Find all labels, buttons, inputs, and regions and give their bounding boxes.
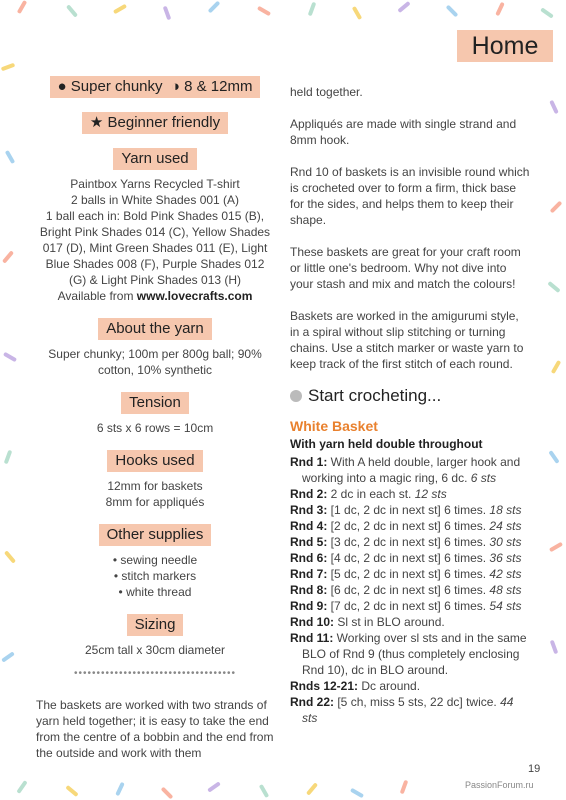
section-line: • white thread xyxy=(118,585,192,599)
round-label: Rnd 10: xyxy=(290,615,335,629)
section-line: 12mm for baskets xyxy=(107,479,203,493)
section-title: Sizing xyxy=(127,614,184,636)
star-icon: ★ xyxy=(89,114,104,131)
section-title: Tension xyxy=(121,392,189,414)
yarn-ball-icon: ● xyxy=(57,78,67,95)
section-body xyxy=(36,642,274,658)
round-text: [2 dc, 2 dc in next st] 6 times. xyxy=(327,519,490,533)
section-title: Other supplies xyxy=(99,524,212,546)
round-text: [6 dc, 2 dc in next st] 6 times. xyxy=(327,583,490,597)
yarn-ball-icon xyxy=(290,390,302,402)
round-label: Rnd 3: xyxy=(290,503,328,517)
round-instruction xyxy=(290,614,530,630)
start-heading xyxy=(290,388,530,404)
round-label: Rnd 1: xyxy=(290,455,328,469)
round-label: Rnds 12-21: xyxy=(290,679,359,693)
level-label: Beginner friendly xyxy=(107,114,221,131)
stitch-count: 18 sts xyxy=(489,503,522,517)
hook-icon: ◑ xyxy=(170,78,180,95)
round-text: With A held double, larger hook and working into a magic ring, 6 dc. xyxy=(302,455,521,485)
section-line: Super chunky; 100m per 800g ball; 90% cotton, 10% synthetic xyxy=(48,347,262,377)
page-number: 19 xyxy=(528,763,541,775)
section-line: 25cm tall x 30cm diameter xyxy=(84,643,226,657)
left-column xyxy=(36,76,274,761)
section-body xyxy=(36,420,274,436)
section-body xyxy=(36,478,274,510)
round-label: Rnd 4: xyxy=(290,519,328,533)
stitch-count: 12 sts xyxy=(414,487,447,501)
section-body xyxy=(36,176,274,304)
weight-label: Super chunky xyxy=(70,78,163,95)
body-paragraph: Baskets are worked in the amigurumi style, in a spiral without slip stitching or turning chains. Use a stitch marker or waste yarn to keep track of the first stitch of each round. xyxy=(290,309,524,371)
section-line: • sewing needle xyxy=(112,553,198,567)
round-text: [5 dc, 2 dc in next st] 6 times. xyxy=(327,567,490,581)
pattern-subtitle: With yarn held double throughout xyxy=(290,437,483,451)
section-line: 2 balls in White Shades 001 (A) xyxy=(70,193,240,207)
stitch-count: 48 sts xyxy=(489,583,522,597)
round-instruction xyxy=(290,486,530,502)
stitch-count: 44 sts xyxy=(302,695,514,725)
round-text: [3 dc, 2 dc in next st] 6 times. xyxy=(327,535,490,549)
round-instruction xyxy=(290,454,530,486)
right-column xyxy=(290,84,530,726)
section-title: About the yarn xyxy=(98,318,212,340)
section-line: 8mm for appliqués xyxy=(105,495,205,509)
section-body xyxy=(36,346,274,378)
website-link[interactable]: www.lovecrafts.com xyxy=(136,289,253,303)
start-heading-text: Start crocheting... xyxy=(308,386,442,405)
round-instruction xyxy=(290,678,530,694)
round-instruction xyxy=(290,630,530,678)
round-text: [1 dc, 2 dc in next st] 6 times. xyxy=(327,503,490,517)
section-title: Hooks used xyxy=(107,450,202,472)
spec-pill xyxy=(50,76,261,98)
section-line: 6 sts x 6 rows = 10cm xyxy=(96,421,214,435)
section-line: 1 ball each in: Bold Pink Shades 015 (B), Bright Pink Shades 014 (C), Yellow Shades 017 (D), Mint Green Shades 011 (E), Light Blue Shades 008 (F), Purple Shades 012 (G) & Light Pink Shades 013 (H) xyxy=(39,209,271,287)
stitch-count: 6 sts xyxy=(470,471,497,485)
round-instruction xyxy=(290,582,530,598)
round-label: Rnd 22: xyxy=(290,695,335,709)
stitch-count: 24 sts xyxy=(489,519,522,533)
body-paragraph: These baskets are great for your craft room or little one's bedroom. Why not dive into your stash and mix and match the colours! xyxy=(290,245,521,291)
body-paragraph: Rnd 10 of baskets is an invisible round which is crocheted over to form a firm, thick base for the sides, and helps them to keep their shape. xyxy=(290,165,530,227)
body-paragraph: held together. xyxy=(290,85,363,99)
section-line: Paintbox Yarns Recycled T-shirt xyxy=(70,177,240,191)
round-instruction xyxy=(290,598,530,614)
stitch-count: 54 sts xyxy=(489,599,522,613)
rounds-list xyxy=(290,454,530,726)
round-text: [5 ch, miss 5 sts, 22 dc] twice. xyxy=(334,695,501,709)
round-text: [4 dc, 2 dc in next st] 6 times. xyxy=(327,551,490,565)
hook-size: 8 & 12mm xyxy=(184,78,253,95)
round-label: Rnd 9: xyxy=(290,599,328,613)
level-pill xyxy=(82,112,228,134)
stitch-count: 36 sts xyxy=(489,551,522,565)
round-text: Working over sl sts and in the same BLO of Rnd 9 (thus completely enclosing Rnd 10), dc in BLO around. xyxy=(302,631,527,677)
dotted-divider: •••••••••••••••••••••••••••••••••••• xyxy=(73,668,237,679)
round-label: Rnd 11: xyxy=(290,631,334,645)
round-label: Rnd 6: xyxy=(290,551,328,565)
round-instruction xyxy=(290,550,530,566)
round-instruction xyxy=(290,502,530,518)
section-line: • stitch markers xyxy=(113,569,197,583)
watermark: PassionForum.ru xyxy=(465,780,534,790)
pattern-title: White Basket xyxy=(290,418,378,434)
round-label: Rnd 2: xyxy=(290,487,328,501)
round-text: Dc around. xyxy=(358,679,421,693)
round-text: 2 dc in each st. xyxy=(327,487,415,501)
round-instruction xyxy=(290,694,530,726)
round-label: Rnd 7: xyxy=(290,567,328,581)
stitch-count: 42 sts xyxy=(489,567,522,581)
round-instruction xyxy=(290,518,530,534)
round-text: [7 dc, 2 dc in next st] 6 times. xyxy=(327,599,490,613)
section-body xyxy=(36,552,274,600)
section-title: Yarn used xyxy=(113,148,196,170)
round-label: Rnd 8: xyxy=(290,583,328,597)
round-label: Rnd 5: xyxy=(290,535,328,549)
body-paragraph: Appliqués are made with single strand and 8mm hook. xyxy=(290,117,517,147)
round-instruction xyxy=(290,566,530,582)
round-instruction xyxy=(290,534,530,550)
availability-text: Available from xyxy=(57,289,137,303)
intro-paragraph: The baskets are worked with two strands of yarn held together; it is easy to take the end from the centre of a bobbin and the end from the outside and work with them xyxy=(36,698,274,760)
round-text: Sl st in BLO around. xyxy=(334,615,445,629)
stitch-count: 30 sts xyxy=(489,535,522,549)
page-title: Home xyxy=(457,30,553,62)
